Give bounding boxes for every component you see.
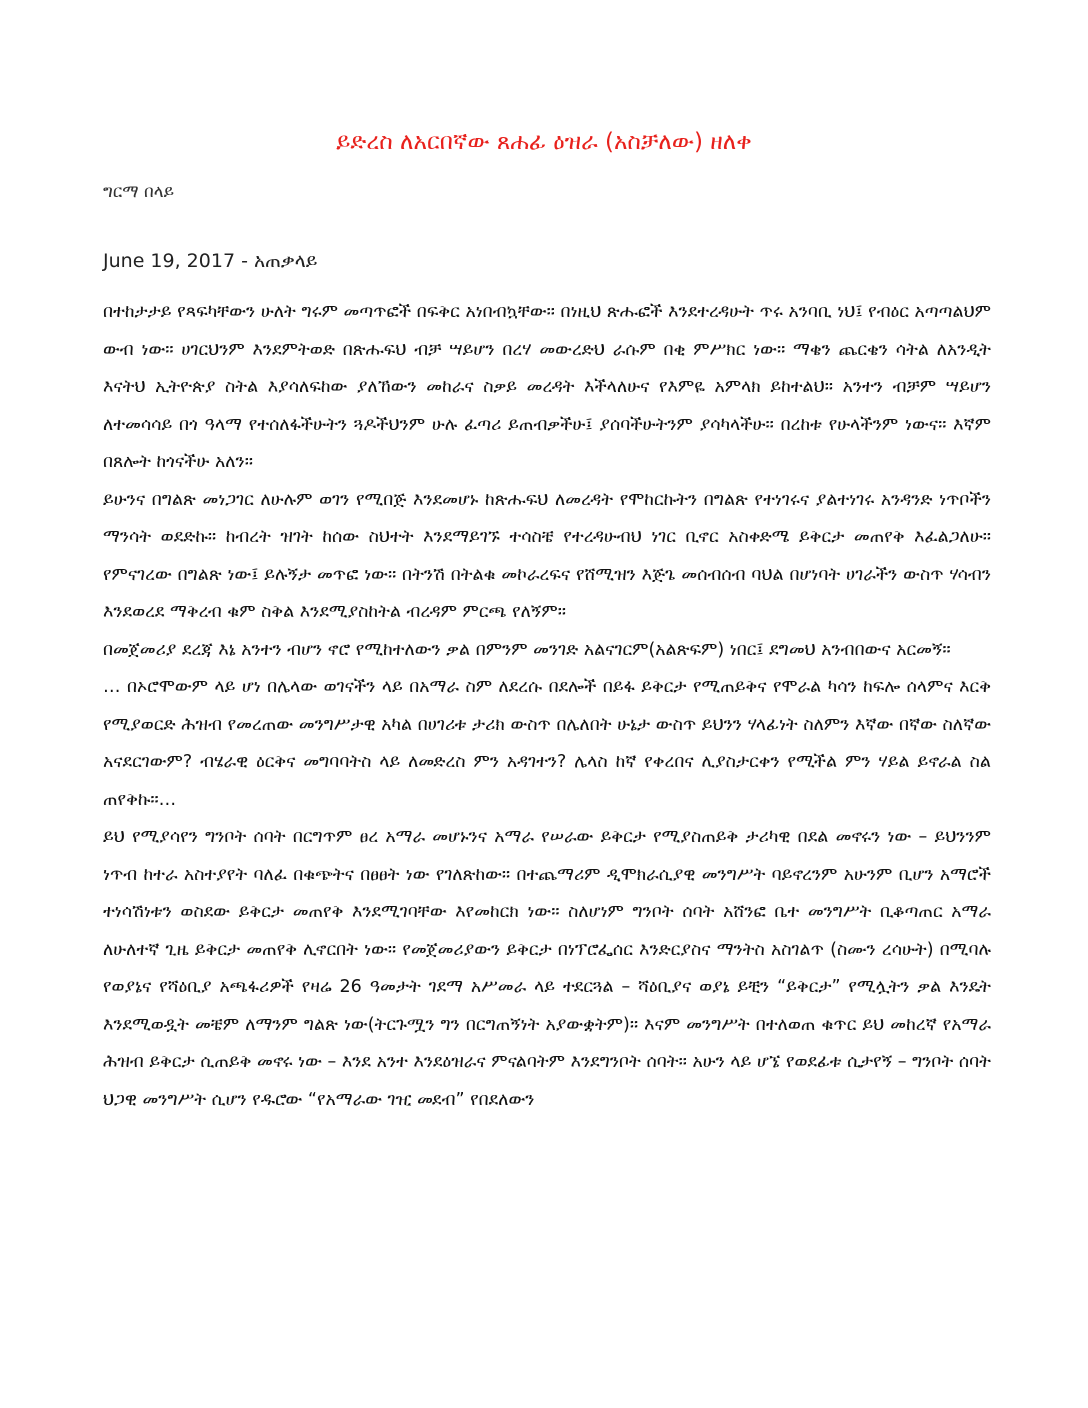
paragraph: ይሁንና በግልጽ መነጋገር ለሁሉም ወገን የሚበጅ እንደመሆኑ ከጽሑፍህ ለመረዳት የሞከርኩትን በግልጽ የተነገሩና ያልተነገሩ አንዳንድ ነጥቦችን ማንሳት ወደድኩ፡፡ ከብረት ዝገት ከሰው ስህተት እንደማይገኙ ተሳስቼ የተረዳሁብህ ነገር ቢኖር አስቀድሜ ይቅርታ መጠየቅ እፈልጋለሁ፡፡ የምናገረው በግልጽ ነው፤ ይሉኝታ መጥፎ ነው፡፡ በትንሽ በትልቁ መኮራረፍና የሸሚዝን እጅጌ መሰብሰብ ባህል በሆነባት ሀገራችን ውስጥ ሃሳብን እንደወረደ ማቅረብ ቁም ስቅል እንደሚያስከትል ብረዳም ምርጫ የለኝም፡፡	[103, 489, 991, 622]
paragraph: … በኦሮሞውም ላይ ሆነ በሌላው ወገናችን ላይ በአማራ ስም ለደረሱ በደሎች በይፋ ይቅርታ የሚጠይቅና የሞራል ካሳን ከፍሎ ሰላምና እርቅ የሚያወርድ ሕዝብ የመረጠው መንግሥታዊ አካል በሀገሪቱ ታሪክ ውስጥ በሌለበት ሁኔታ ውስጥ ይህንን ሃላፊነት ስለምን እኛው በኛው ስለኛው አናደርገውም? ብሄራዊ ዕርቅና መግባባትስ ላይ ለመድረስ ምን አዳገተን? ሌላስ ከኛ የቀረበና ሊያስታርቀን የሚችል ምን ሃይል ይኖራል ስል ጠየቅኩ፡፡…	[103, 677, 991, 810]
paragraph: ይህ የሚያሳየን ግንቦት ሰባት በርግጥም ፀረ አማራ መሆኑንና አማራ የሠራው ይቅርታ የሚያስጠይቅ ታሪካዊ በደል መኖሩን ነው – ይህንንም ነጥብ ከተራ አስተያየት ባለፈ በቁጭትና በፀፀት ነው የገለጽከው፡፡ በተጨማሪም ዲሞክራሲያዊ መንግሥት ባይኖረንም አሁንም ቢሆን አማሮች ተነሳሽነቱን ወስደው ይቅርታ መጠየቅ እንደሚገባቸው እየመከርክ ነው፡፡ ስለሆነም ግንቦት ሰባት አሸንፎ ቤተ መንግሥት ቢቆጣጠር አማራ ለሁለተኛ ጊዜ ይቅርታ መጠየቅ ሊኖርበት ነው፡፡ የመጀመሪያውን ይቅርታ በነፕሮፌሰር እንድርያስና ማንትስ አስገልጥ (ስሙን ረሳሁት) በሚባሉ የወያኔና የሻዕቢያ አጫፋሪዎች የዛሬ 26 ዓመታት ገደማ አሥመራ ላይ ተደርጓል – ሻዕቢያና ወያኔ ይቺን “ይቅርታ” የሚሏትን ቃል እንዴት እንደሚወዷት መቼም ለማንም ግልጽ ነው(ትርጉሟን ግን በርግጠኝነት አያውቋትም)፡፡ እናም መንግሥት በተለወጠ ቁጥር ይህ መከረኛ የአማራ ሕዝብ ይቅርታ ሲጠይቅ መኖሩ ነው – እንደ አንተ እንደዕዝራና ምናልባትም እንደግንቦት ሰባት፡፡ አሁን ላይ ሆኜ የወደፊቱ ሲታየኝ – ግንቦት ሰባት ህጋዊ መንግሥት ሲሆን የዱሮው “የአማራው ገዢ መደብ” የበደለውን	[103, 827, 991, 1110]
article-date-line: June 19, 2017 - አጠቃላይ	[103, 250, 318, 272]
article-body	[103, 294, 991, 1119]
paragraph: በተከታታይ የጻፍካቸውን ሁለት ግሩም መጣጥፎች በፍቅር አነበብኳቸው፡፡ በነዚህ ጽሑፎች እንደተረዳሁት ጥሩ አንባቢ ነህ፤ የብዕር አጣጣልህም ውብ ነው፡፡ ሀገርህንም እንደምትወድ በጽሑፍህ ብቻ ሣይሆን በረሃ መውረድህ ራሱም በቂ ምሥክር ነው፡፡ ማቄን ጨርቄን ሳትል ለአንዲት እናትህ ኢትዮጵያ ስትል እያሳለፍከው ያለኸውን መከራና ስቃይ መረዳት እችላለሁና የእምዬ አምላክ ይከተልህ፡፡ አንተን ብቻም ሣይሆን ለተመሳሳይ በጎ ዓላማ የተሰለፋችሁትን ጓዶችህንም ሁሉ ፈጣሪ ይጠብቃችሁ፤ ያሰባችሁትንም ያሳካላችሁ፡፡ በረከቱ የሁላችንም ነውና፡፡ እኛም በጸሎት ከጎናችሁ አለን፡፡	[103, 302, 991, 472]
article-title: ይድረስ ለአርበኛው ጸሐፊ ዕዝራ (አስቻለው) ዘለቀ	[336, 129, 752, 155]
paragraph: በመጀመሪያ ደረጃ እኔ አንተን ብሆን ኖሮ የሚከተለውን ቃል በምንም መንገድ አልናገርም(አልጽፍም) ነበር፤ ደግመህ አንብበውና አርመኝ፡፡	[103, 639, 951, 660]
article-author: ግርማ በላይ	[103, 182, 175, 202]
